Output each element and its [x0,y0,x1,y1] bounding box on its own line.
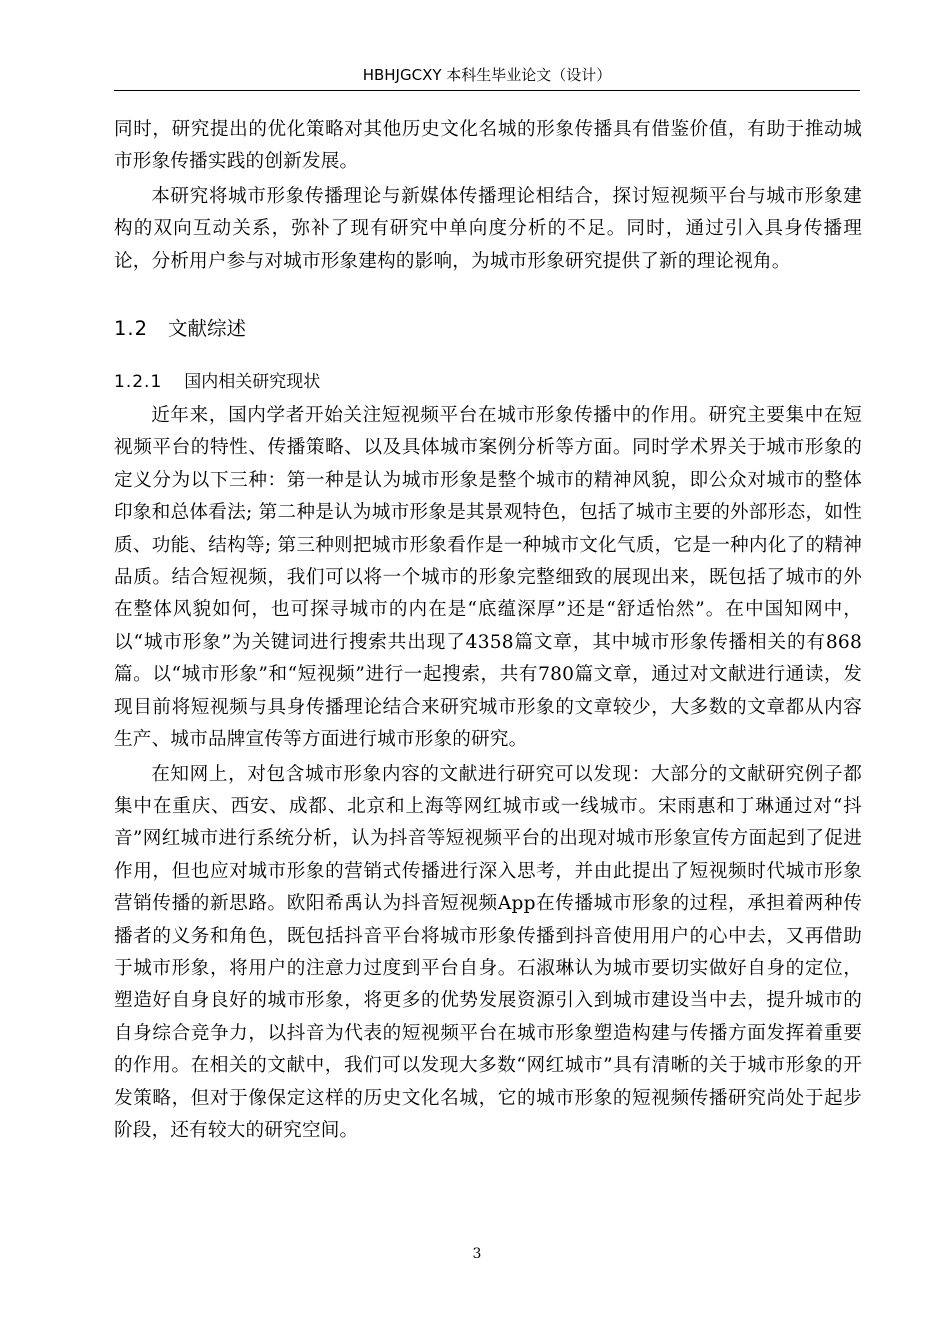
paragraph-4: 在知网上，对包含城市形象内容的文献进行研究可以发现：大部分的文献研究例子都集中在重庆、西安、成都、北京和上海等网红城市或一线城市。宋雨惠和丁琳通过对“抖音”网红城市进行系统分析，认为抖音等短视频平台的出现对城市形象宣传方面起到了促进作用，但也应对城市形象的营销式传播进行深入思考，并由此提出了短视频时代城市形象营销传播的新思路。欧阳希禹认为抖音短视频App在传播城市形象的过程，承担着两种传播者的义务和角色，既包括抖音平台将城市形象传播到抖音使用用户的心中去，又再借助于城市形象，将用户的注意力过度到平台自身。石淑琳认为城市要切实做好自身的定位，塑造好自身良好的城市形象，将更多的优势发展资源引入到城市建设当中去，提升城市的自身综合竞争力，以抖音为代表的短视频平台在城市形象塑造构建与传播方面发挥着重要的作用。在相关的文献中，我们可以发现大多数“网红城市”具有清晰的关于城市形象的开发策略，但对于像保定这样的历史文化名城，它的城市形象的短视频传播研究尚处于起步阶段，还有较大的研究空间。 [114,763,862,1141]
subsection-heading-1-2-1 [114,368,862,396]
paragraph-3: 近年来，国内学者开始关注短视频平台在城市形象传播中的作用。研究主要集中在短视频平台的特性、传播策略、以及具体城市案例分析等方面。同时学术界关于城市形象的定义分为以下三种：第一种是认为城市形象是整个城市的精神风貌，即公众对城市的整体印象和总体看法; 第二种是认为城市形象是其景观特色，包括了城市主要的外部形态，如性质、功能、结构等; 第三种则把城市形象看作是一种城市文化气质，它是一种内化了的精神品质。结合短视频，我们可以将一个城市的形象完整细致的展现出来，既包括了城市的外在整体风貌如何，也可探寻城市的内在是“底蕴深厚”还是“舒适怡然”。在中国知网中，以“城市形象”为关键词进行搜索共出现了4358篇文章，其中城市形象传播相关的有868篇。以“城市形象”和“短视频”进行一起搜索，共有780篇文章，通过对文献进行通读，发现目前将短视频与具身传播理论结合来研究城市形象的文章较少，大多数的文章都从内容生产、城市品牌宣传等方面进行城市形象的研究。 [114,405,862,751]
page-header: HBHJGCXY 本科生毕业论文（设计） [362,66,612,84]
page-number: 3 [472,1246,482,1262]
page-content [114,114,862,1147]
section-title: 文献综述 [168,317,247,341]
paragraph-2: 本研究将城市形象传播理论与新媒体传播理论相结合，探讨短视频平台与城市形象建构的双向互动关系，弥补了现有研究中单向度分析的不足。同时，通过引入具身传播理论，分析用户参与对城市形象建构的影响，为城市形象研究提供了新的理论视角。 [114,185,862,272]
header-rule [114,90,860,91]
paragraph-1: 同时，研究提出的优化策略对其他历史文化名城的形象传播具有借鉴价值，有助于推动城市形象传播实践的创新发展。 [114,119,862,173]
section-number: 1.2 [114,317,149,341]
subsection-title: 国内相关研究现状 [184,372,321,393]
section-heading-1-2 [114,313,862,345]
subsection-number: 1.2.1 [114,372,163,393]
